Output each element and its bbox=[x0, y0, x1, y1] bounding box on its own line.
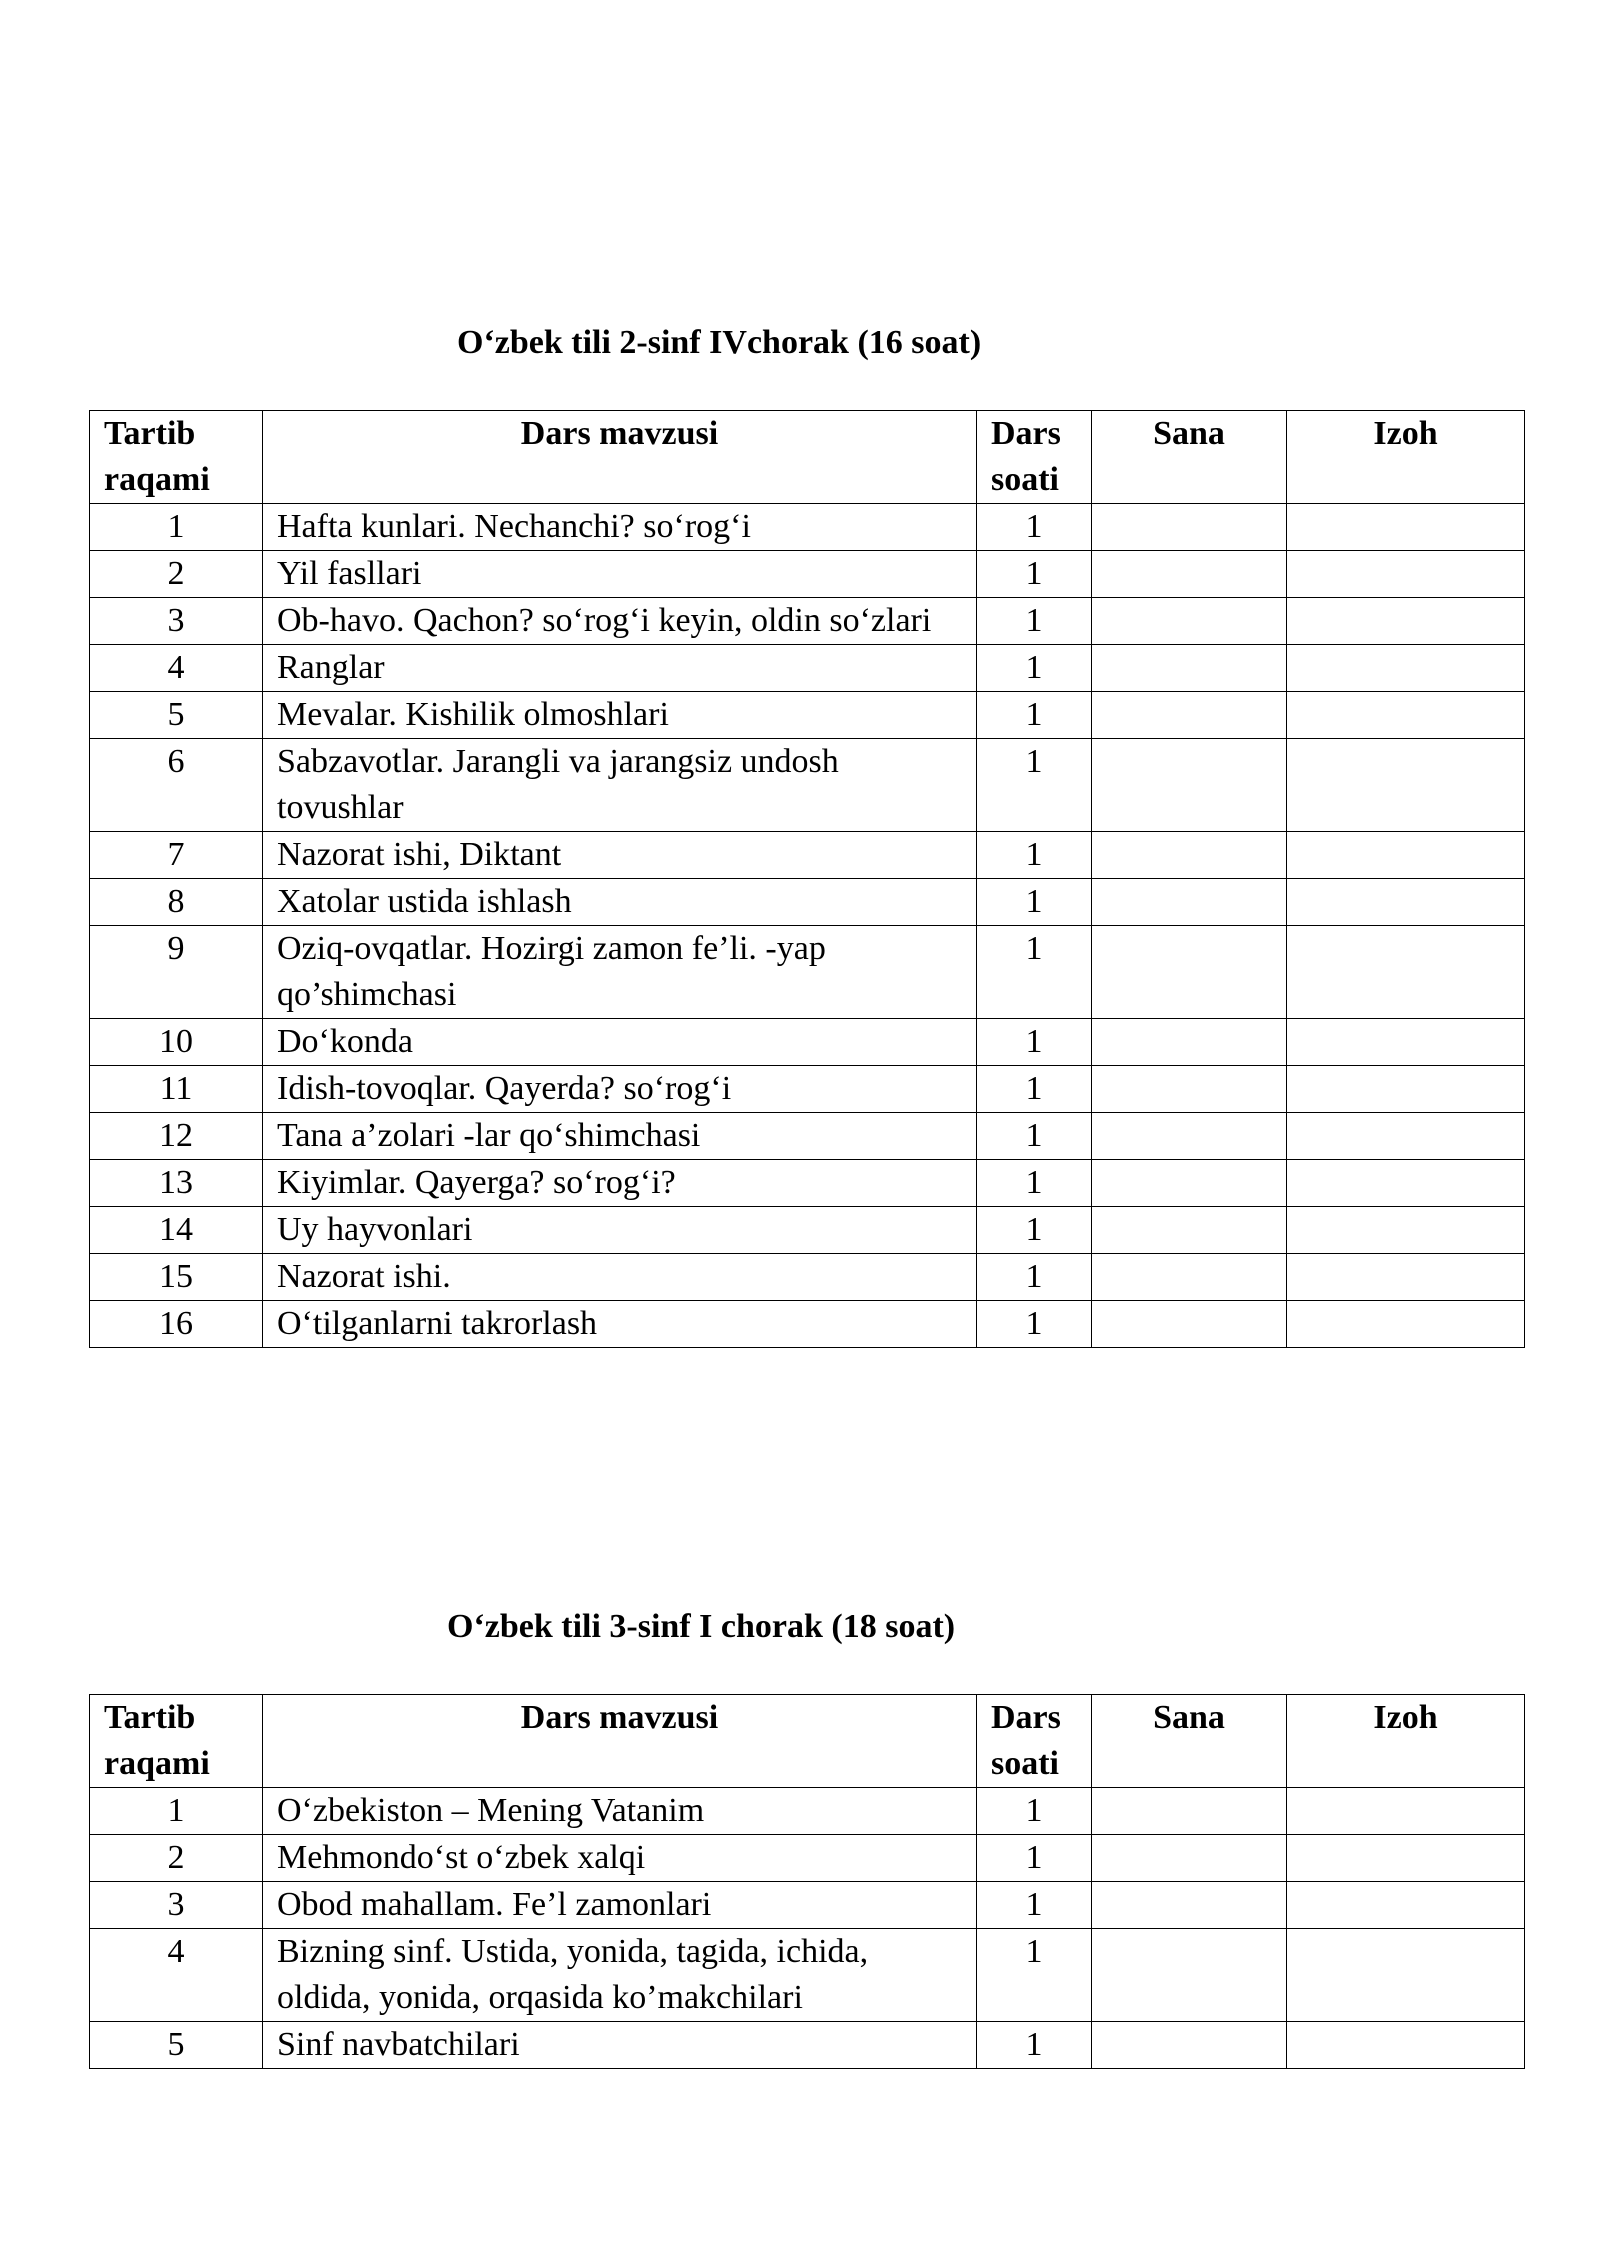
row-hours: 1 bbox=[977, 692, 1092, 739]
table-row bbox=[90, 879, 1525, 926]
table-body bbox=[90, 1788, 1525, 2069]
row-hours: 1 bbox=[977, 1113, 1092, 1160]
table-row bbox=[90, 1019, 1525, 1066]
row-note bbox=[1287, 739, 1525, 832]
row-topic: Yil fasllari bbox=[263, 551, 977, 598]
table-row bbox=[90, 1254, 1525, 1301]
row-number: 4 bbox=[90, 645, 263, 692]
row-note bbox=[1287, 1835, 1525, 1882]
table-row bbox=[90, 598, 1525, 645]
row-hours: 1 bbox=[977, 1160, 1092, 1207]
row-topic: Mehmondo‘st o‘zbek xalqi bbox=[263, 1835, 977, 1882]
row-topic: Uy hayvonlari bbox=[263, 1207, 977, 1254]
row-hours: 1 bbox=[977, 739, 1092, 832]
row-date bbox=[1092, 1788, 1287, 1835]
row-note bbox=[1287, 504, 1525, 551]
table-row bbox=[90, 2022, 1525, 2069]
row-date bbox=[1092, 504, 1287, 551]
row-date bbox=[1092, 1254, 1287, 1301]
row-number: 15 bbox=[90, 1254, 263, 1301]
row-date bbox=[1092, 598, 1287, 645]
row-number: 1 bbox=[90, 504, 263, 551]
row-topic: Bizning sinf. Ustida, yonida, tagida, ichida, oldida, yonida, orqasida ko’makchilari bbox=[263, 1929, 977, 2022]
row-topic: Nazorat ishi, Diktant bbox=[263, 832, 977, 879]
row-topic: Mevalar. Kishilik olmoshlari bbox=[263, 692, 977, 739]
row-number: 3 bbox=[90, 598, 263, 645]
table-row bbox=[90, 739, 1525, 832]
row-number: 6 bbox=[90, 739, 263, 832]
table-row bbox=[90, 1207, 1525, 1254]
row-number: 9 bbox=[90, 926, 263, 1019]
row-date bbox=[1092, 1019, 1287, 1066]
row-hours: 1 bbox=[977, 1254, 1092, 1301]
row-hours: 1 bbox=[977, 1066, 1092, 1113]
row-note bbox=[1287, 832, 1525, 879]
row-number: 4 bbox=[90, 1929, 263, 2022]
row-topic: Hafta kunlari. Nechanchi? so‘rog‘i bbox=[263, 504, 977, 551]
table-row bbox=[90, 832, 1525, 879]
row-topic: Nazorat ishi. bbox=[263, 1254, 977, 1301]
row-note bbox=[1287, 1019, 1525, 1066]
row-note bbox=[1287, 2022, 1525, 2069]
header-date: Sana bbox=[1092, 411, 1287, 504]
row-hours: 1 bbox=[977, 926, 1092, 1019]
row-note bbox=[1287, 692, 1525, 739]
row-date bbox=[1092, 1066, 1287, 1113]
header-number: Tartib raqami bbox=[90, 411, 263, 504]
row-hours: 1 bbox=[977, 504, 1092, 551]
row-date bbox=[1092, 879, 1287, 926]
row-topic: Do‘konda bbox=[263, 1019, 977, 1066]
row-note bbox=[1287, 1301, 1525, 1348]
header-note: Izoh bbox=[1287, 411, 1525, 504]
row-note bbox=[1287, 926, 1525, 1019]
row-topic: Oziq-ovqatlar. Hozirgi zamon fe’li. -yap qo’shimchasi bbox=[263, 926, 977, 1019]
lesson-plan-table bbox=[89, 1694, 1525, 2069]
row-number: 13 bbox=[90, 1160, 263, 1207]
table-row bbox=[90, 1882, 1525, 1929]
row-topic: Obod mahallam. Fe’l zamonlari bbox=[263, 1882, 977, 1929]
row-date bbox=[1092, 1160, 1287, 1207]
row-topic: Idish-tovoqlar. Qayerda? so‘rog‘i bbox=[263, 1066, 977, 1113]
row-date bbox=[1092, 1835, 1287, 1882]
row-hours: 1 bbox=[977, 2022, 1092, 2069]
row-note bbox=[1287, 598, 1525, 645]
section-title: O‘zbek tili 3-sinf I chorak (18 soat) bbox=[447, 1608, 956, 1645]
row-date bbox=[1092, 1882, 1287, 1929]
row-topic: Ob-havo. Qachon? so‘rog‘i keyin, oldin so‘zlari bbox=[263, 598, 977, 645]
row-date bbox=[1092, 1207, 1287, 1254]
section-title: O‘zbek tili 2-sinf IVchorak (16 soat) bbox=[457, 324, 982, 361]
row-number: 14 bbox=[90, 1207, 263, 1254]
header-hours: Dars soati bbox=[977, 1695, 1092, 1788]
table-row bbox=[90, 1113, 1525, 1160]
row-hours: 1 bbox=[977, 1207, 1092, 1254]
row-note bbox=[1287, 551, 1525, 598]
row-hours: 1 bbox=[977, 1301, 1092, 1348]
row-note bbox=[1287, 1882, 1525, 1929]
table-row bbox=[90, 504, 1525, 551]
table-row bbox=[90, 551, 1525, 598]
row-number: 8 bbox=[90, 879, 263, 926]
row-topic: O‘zbekiston – Mening Vatanim bbox=[263, 1788, 977, 1835]
row-number: 5 bbox=[90, 2022, 263, 2069]
row-date bbox=[1092, 645, 1287, 692]
table-row bbox=[90, 1301, 1525, 1348]
header-hours: Dars soati bbox=[977, 411, 1092, 504]
row-topic: Sabzavotlar. Jarangli va jarangsiz undosh tovushlar bbox=[263, 739, 977, 832]
row-date bbox=[1092, 1929, 1287, 2022]
row-date bbox=[1092, 2022, 1287, 2069]
row-topic: O‘tilganlarni takrorlash bbox=[263, 1301, 977, 1348]
row-hours: 1 bbox=[977, 645, 1092, 692]
row-hours: 1 bbox=[977, 1019, 1092, 1066]
row-date bbox=[1092, 832, 1287, 879]
row-number: 16 bbox=[90, 1301, 263, 1348]
row-number: 1 bbox=[90, 1788, 263, 1835]
row-date bbox=[1092, 692, 1287, 739]
row-note bbox=[1287, 1929, 1525, 2022]
row-date bbox=[1092, 1301, 1287, 1348]
table-row bbox=[90, 1929, 1525, 2022]
table-row bbox=[90, 1835, 1525, 1882]
header-note: Izoh bbox=[1287, 1695, 1525, 1788]
row-hours: 1 bbox=[977, 1929, 1092, 2022]
row-date bbox=[1092, 739, 1287, 832]
row-note bbox=[1287, 1113, 1525, 1160]
table-row bbox=[90, 926, 1525, 1019]
table-row bbox=[90, 692, 1525, 739]
row-hours: 1 bbox=[977, 879, 1092, 926]
table-row bbox=[90, 645, 1525, 692]
table-row bbox=[90, 1160, 1525, 1207]
row-number: 12 bbox=[90, 1113, 263, 1160]
row-number: 2 bbox=[90, 1835, 263, 1882]
header-topic: Dars mavzusi bbox=[263, 1695, 977, 1788]
row-hours: 1 bbox=[977, 832, 1092, 879]
row-note bbox=[1287, 879, 1525, 926]
row-note bbox=[1287, 1160, 1525, 1207]
table-body bbox=[90, 504, 1525, 1348]
row-note bbox=[1287, 1254, 1525, 1301]
row-date bbox=[1092, 1113, 1287, 1160]
row-hours: 1 bbox=[977, 551, 1092, 598]
row-topic: Ranglar bbox=[263, 645, 977, 692]
row-note bbox=[1287, 1207, 1525, 1254]
row-topic: Xatolar ustida ishlash bbox=[263, 879, 977, 926]
header-number: Tartib raqami bbox=[90, 1695, 263, 1788]
row-date bbox=[1092, 551, 1287, 598]
lesson-plan-table bbox=[89, 410, 1525, 1348]
row-hours: 1 bbox=[977, 598, 1092, 645]
row-note bbox=[1287, 1788, 1525, 1835]
row-note bbox=[1287, 645, 1525, 692]
row-number: 10 bbox=[90, 1019, 263, 1066]
row-hours: 1 bbox=[977, 1788, 1092, 1835]
table-header-row bbox=[90, 1695, 1525, 1788]
table-row bbox=[90, 1788, 1525, 1835]
row-hours: 1 bbox=[977, 1835, 1092, 1882]
table-header-row bbox=[90, 411, 1525, 504]
row-number: 11 bbox=[90, 1066, 263, 1113]
row-number: 2 bbox=[90, 551, 263, 598]
header-date: Sana bbox=[1092, 1695, 1287, 1788]
row-number: 7 bbox=[90, 832, 263, 879]
table-row bbox=[90, 1066, 1525, 1113]
row-hours: 1 bbox=[977, 1882, 1092, 1929]
row-date bbox=[1092, 926, 1287, 1019]
row-note bbox=[1287, 1066, 1525, 1113]
row-number: 5 bbox=[90, 692, 263, 739]
row-topic: Kiyimlar. Qayerga? so‘rog‘i? bbox=[263, 1160, 977, 1207]
row-topic: Tana a’zolari -lar qo‘shimchasi bbox=[263, 1113, 977, 1160]
row-number: 3 bbox=[90, 1882, 263, 1929]
row-topic: Sinf navbatchilari bbox=[263, 2022, 977, 2069]
header-topic: Dars mavzusi bbox=[263, 411, 977, 504]
